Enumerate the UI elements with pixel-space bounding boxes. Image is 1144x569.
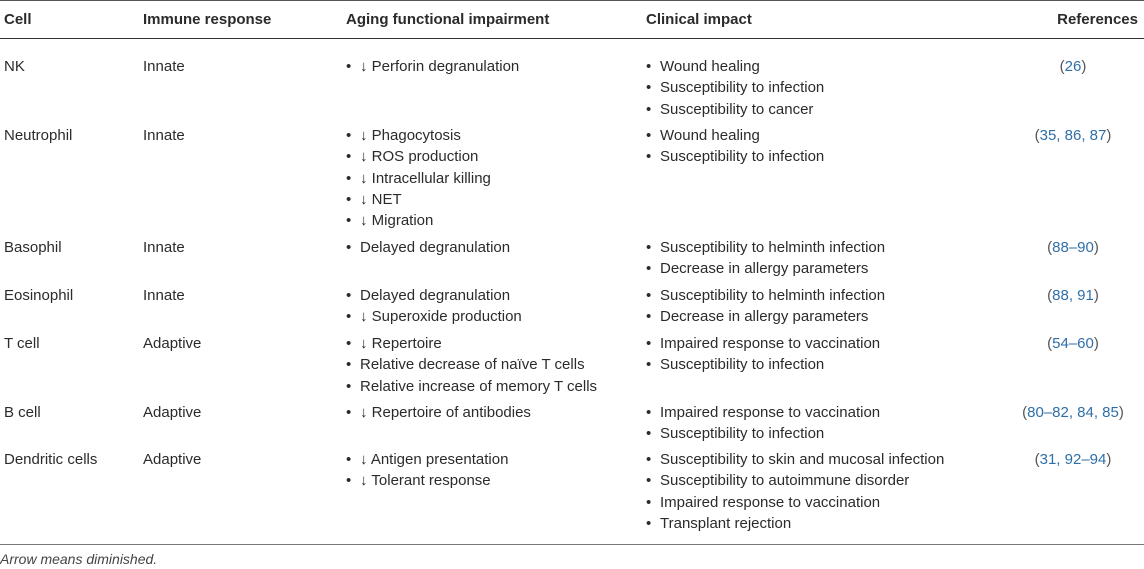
header-references: References — [1057, 11, 1138, 28]
ref-close-paren: ) — [1093, 287, 1099, 304]
references-cell — [1008, 56, 1138, 77]
aging-impairment-item: • ↓ Repertoire of antibodies — [346, 402, 531, 423]
aging-impairment-list — [346, 56, 519, 77]
aging-impairment-item: • ↓ ROS production — [346, 146, 491, 167]
immune-response: Adaptive — [143, 335, 202, 352]
immune-response: Innate — [143, 287, 185, 304]
aging-impairment-list — [346, 237, 510, 258]
ref-close-paren: ) — [1081, 58, 1087, 75]
header-aging-impairment: Aging functional impairment — [346, 11, 550, 28]
clinical-impact-item: • Susceptibility to infection — [646, 354, 880, 375]
clinical-impact-item: • Impaired response to vaccination — [646, 402, 880, 423]
immune-response: Adaptive — [143, 404, 202, 421]
clinical-impact-list — [646, 125, 824, 168]
clinical-impact-item: • Susceptibility to autoimmune disorder — [646, 470, 944, 491]
aging-impairment-list — [346, 125, 491, 231]
immune-response: Innate — [143, 58, 185, 75]
reference-link[interactable]: 35, 86, 87 — [1039, 127, 1107, 144]
table-footnote: Arrow means diminished. — [0, 551, 158, 567]
header-rule — [0, 38, 1144, 39]
aging-impairment-item: • ↓ Perforin degranulation — [346, 56, 519, 77]
immune-response: Adaptive — [143, 451, 202, 468]
aging-impairment-item: • Relative increase of memory T cells — [346, 376, 597, 397]
ref-open-paren: ( — [1034, 451, 1040, 468]
references-cell — [1008, 125, 1138, 146]
header-cell: Cell — [4, 11, 32, 28]
cell-type: Dendritic cells — [4, 451, 98, 468]
aging-impairment-item: • ↓ Phagocytosis — [346, 125, 491, 146]
reference-link[interactable]: 88–90 — [1052, 239, 1094, 256]
reference-link[interactable]: 54–60 — [1052, 335, 1094, 352]
aging-impairment-item: • ↓ Antigen presentation — [346, 449, 508, 470]
aging-impairment-list — [346, 449, 508, 492]
header-immune-response: Immune response — [143, 11, 272, 28]
reference-link[interactable]: 88, 91 — [1052, 287, 1094, 304]
clinical-impact-item: • Transplant rejection — [646, 513, 944, 534]
aging-impairment-list — [346, 333, 597, 397]
aging-impairment-item: • ↓ NET — [346, 189, 491, 210]
references-cell — [1008, 237, 1138, 258]
clinical-impact-list — [646, 333, 880, 376]
clinical-impact-item: • Impaired response to vaccination — [646, 333, 880, 354]
aging-impairment-item: • ↓ Repertoire — [346, 333, 597, 354]
ref-close-paren: ) — [1118, 404, 1124, 421]
cell-type: Neutrophil — [4, 127, 73, 144]
clinical-impact-list — [646, 56, 824, 120]
clinical-impact-item: • Wound healing — [646, 56, 824, 77]
clinical-impact-item: • Susceptibility to helminth infection — [646, 285, 885, 306]
aging-impairment-item: • ↓ Tolerant response — [346, 470, 508, 491]
clinical-impact-item: • Susceptibility to infection — [646, 146, 824, 167]
table-bottom-rule — [0, 544, 1144, 545]
reference-link[interactable]: 26 — [1064, 58, 1082, 75]
clinical-impact-item: • Decrease in allergy parameters — [646, 258, 885, 279]
cell-type: T cell — [4, 335, 40, 352]
ref-close-paren: ) — [1106, 127, 1112, 144]
clinical-impact-item: • Decrease in allergy parameters — [646, 306, 885, 327]
clinical-impact-item: • Susceptibility to infection — [646, 423, 880, 444]
aging-impairment-list — [346, 402, 531, 423]
header-clinical-impact: Clinical impact — [646, 11, 752, 28]
clinical-impact-item: • Impaired response to vaccination — [646, 492, 944, 513]
cell-type: Basophil — [4, 239, 62, 256]
ref-open-paren: ( — [1047, 239, 1053, 256]
references-cell — [1008, 333, 1138, 354]
aging-impairment-item: • Delayed degranulation — [346, 237, 510, 258]
reference-link[interactable]: 80–82, 84, 85 — [1027, 404, 1119, 421]
references-cell — [1008, 285, 1138, 306]
reference-link[interactable]: 31, 92–94 — [1039, 451, 1107, 468]
cell-type: B cell — [4, 404, 41, 421]
ref-open-paren: ( — [1034, 127, 1040, 144]
clinical-impact-item: • Wound healing — [646, 125, 824, 146]
immune-response: Innate — [143, 127, 185, 144]
aging-impairment-item: • Relative decrease of naïve T cells — [346, 354, 597, 375]
clinical-impact-item: • Susceptibility to skin and mucosal infection — [646, 449, 944, 470]
clinical-impact-list — [646, 402, 880, 445]
ref-close-paren: ) — [1093, 239, 1099, 256]
clinical-impact-list — [646, 237, 885, 280]
aging-impairment-list — [346, 285, 522, 328]
aging-impairment-item: • Delayed degranulation — [346, 285, 522, 306]
cell-type: Eosinophil — [4, 287, 74, 304]
clinical-impact-item: • Susceptibility to helminth infection — [646, 237, 885, 258]
ref-open-paren: ( — [1059, 58, 1065, 75]
references-cell — [1008, 449, 1138, 470]
ref-open-paren: ( — [1022, 404, 1028, 421]
aging-impairment-item: • ↓ Superoxide production — [346, 306, 522, 327]
references-cell — [1008, 402, 1138, 423]
table-top-rule — [0, 0, 1144, 1]
cell-type: NK — [4, 58, 25, 75]
ref-open-paren: ( — [1047, 287, 1053, 304]
clinical-impact-item: • Susceptibility to cancer — [646, 99, 824, 120]
ref-open-paren: ( — [1047, 335, 1053, 352]
aging-impairment-item: • ↓ Intracellular killing — [346, 168, 491, 189]
clinical-impact-list — [646, 449, 944, 534]
immune-response: Innate — [143, 239, 185, 256]
ref-close-paren: ) — [1106, 451, 1112, 468]
aging-impairment-item: • ↓ Migration — [346, 210, 491, 231]
clinical-impact-item: • Susceptibility to infection — [646, 77, 824, 98]
clinical-impact-list — [646, 285, 885, 328]
ref-close-paren: ) — [1093, 335, 1099, 352]
